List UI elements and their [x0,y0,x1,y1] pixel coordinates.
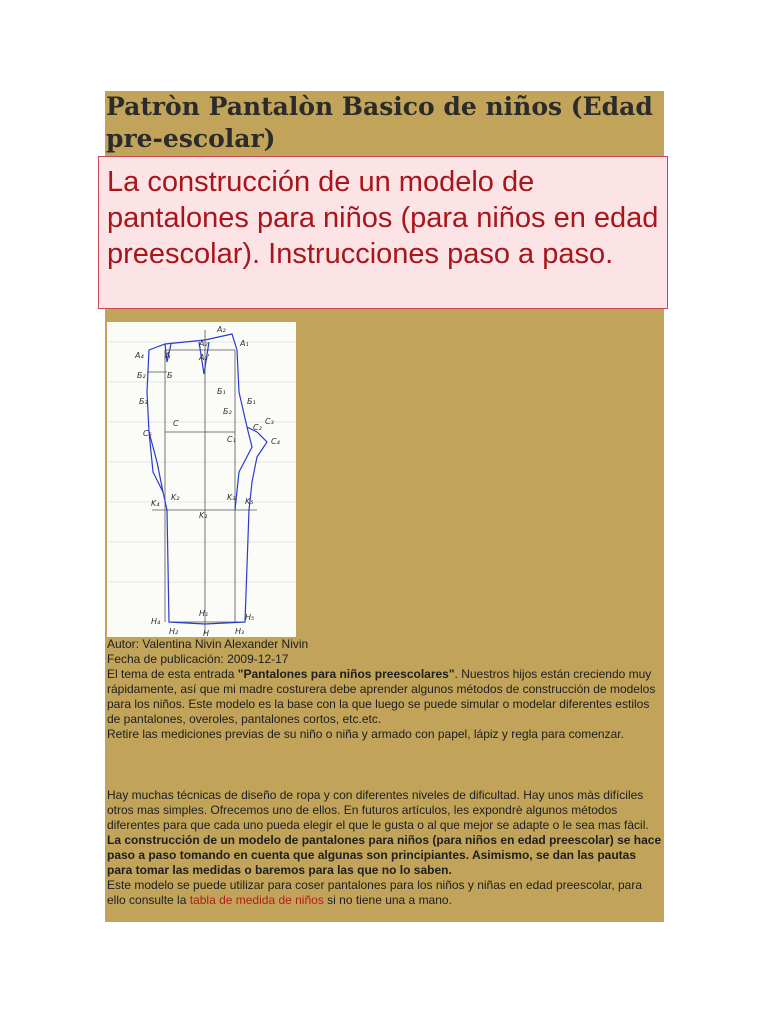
label-b1: Б₁ [217,387,226,396]
bold-paragraph-text: La construcción de un modelo de pantalones para niños (para niños en edad preescolar) se hace paso a paso tomando en cuenta que algunas son principiantes. Asimismo, se dan las pautas para tomar las medidas o baremos para las que no lo saben. [107,833,662,877]
label-a2-top: A₂ [217,325,226,334]
label-h3: H₃ [235,627,245,636]
label-h5: H₅ [245,613,255,622]
label-b1-right: Б₁ [247,397,256,406]
pattern-background-lines [107,342,296,582]
callout-text: La construcción de un modelo de pantalones para niños (para niños en edad preescolar). Instrucciones paso a paso. [107,166,659,270]
label-c5: C₅ [143,429,152,438]
label-c1: C₁ [227,435,236,444]
final-paragraph [107,878,663,908]
intro-prefix: El tema de esta entrada [107,667,238,681]
techniques-paragraph: Hay muchas técnicas de diseño de ropa y con diferentes niveles de dificultad. Hay unos màs difíciles otros mas simples. Ofrecemos uno de ellos. En futuros artículos, les expondrè algunos métodos diferentes para que cada uno pueda elegir el que le gusta o al que mejor se adapte o le sea mas fàcil. [107,788,649,832]
label-a1: A₁ [240,339,249,348]
bold-paragraph [107,833,663,878]
intro-bold-title: "Pantalones para niños preescolares" [237,667,455,681]
label-b2-right: Б₂ [223,407,232,416]
label-k2: K₂ [171,493,180,502]
label-k1: K₁ [199,511,208,520]
label-a2: A₂ [199,339,208,348]
pants-pattern-drawing [107,322,296,637]
intro-paragraph [107,667,663,727]
size-table-link[interactable]: tabla de medida de niños [189,893,324,907]
author-line: Autor: Valentina Nivin Alexander Nivin [107,637,309,651]
label-c4: C₄ [271,437,280,446]
intro-suffix: . Nuestros hijos están creciendo muy rápidamente, así que mi madre costurera debe aprender algunos métodos de construcción de modelos para los niños. Este modelo es la base con la que luego se puede simular o modelar diferentes estilos de pantalones, overoles, pantalones cortos, etc.etc. [107,667,656,726]
label-b: Б [167,371,173,380]
label-c2: C₂ [253,423,262,432]
retire-paragraph: Retire las mediciones previas de su niño o niña y armado con papel, lápiz y regla para comenzar. [107,727,624,741]
pants-pattern-image [107,322,296,637]
label-c: C [173,419,179,428]
label-k4: K₄ [151,499,160,508]
label-k5: K₅ [245,497,254,506]
label-b3: Б₃ [139,397,148,406]
label-h: H [203,629,210,637]
label-k3: K₃ [227,493,236,502]
label-a: A [165,351,171,360]
final-prefix: Este modelo se puede utilizar para coser pantalones para los niños y niñas en edad preescolar, para ello consulte la [107,878,643,907]
article-body [107,788,663,908]
callout-box [98,156,668,309]
article-meta [107,637,663,742]
label-a2-prime: A₂' [199,353,210,362]
label-c3: C₃ [265,417,274,426]
label-h1: H₁ [199,609,209,618]
page-title: Patròn Pantalòn Basico de niños (Edad pre-escolar) [106,92,653,153]
date-line: Fecha de publicación: 2009-12-17 [107,652,289,666]
final-suffix: si no tiene una a mano. [323,893,452,907]
label-a4: A₄ [135,351,144,360]
label-b2: Б₂ [137,371,146,380]
pattern-construction-lines [147,330,257,634]
label-h4: H₄ [151,617,161,626]
label-h2: H₂ [169,627,179,636]
